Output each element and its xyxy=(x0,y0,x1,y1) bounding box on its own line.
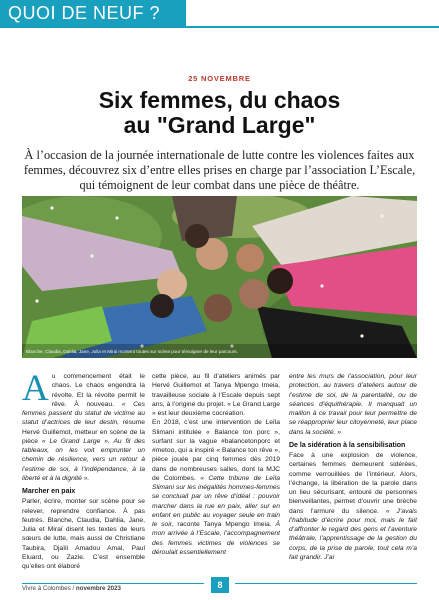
drop-cap: A xyxy=(22,368,49,409)
text-span: u commencement était le chaos. Le chaos engendra la révolte. Et la révolte permit le rêve. À nouveau. xyxy=(51,373,145,408)
article-column-3 xyxy=(289,372,417,562)
subheading-sideration: De la sidération à la sensibilisation xyxy=(289,441,406,449)
section-banner-rule xyxy=(186,26,439,28)
text-span: En 2018, c’est une intervention de Leïla Slimani intitulée « Balance ton porc », surfant sur la vague #balancetonporc et #metoo, qui a inspiré « Balance ton rêve », pièce jouée par cinq femmes dès 2019 dans de nombreuses salles, dont la MJC de Colombes. xyxy=(152,419,280,482)
column-3-paragraph-2 xyxy=(289,451,417,562)
article-column-1 xyxy=(22,368,145,571)
column-1-paragraph-1 xyxy=(22,368,145,483)
page-number: 8 xyxy=(211,577,229,593)
issue-date: novembre 2023 xyxy=(75,585,121,592)
photo-caption: Blanche, Claudia, Dahlia, Jane, Julia et Mirai montent toutes sur scène pour témoigner de leur parcours. xyxy=(26,349,238,354)
column-3-paragraph-1: entre les murs de l’association, pour leur protection, au travers d’ateliers autour de l’estime de soi, de la parentalité, ou de séances d’équithérapie. Il manquait un maillon à ce travail pour leur permettre de se réapproprier leur citoyenneté, leur place dans la société. » xyxy=(289,373,417,436)
footer-separator: / xyxy=(70,585,76,592)
magazine-name: Vivre à Colombes xyxy=(22,585,71,592)
page-footer xyxy=(0,577,439,600)
text-span: raconte Tanya Mpengo Imeia. xyxy=(173,521,276,528)
column-2-paragraph-2 xyxy=(152,418,280,557)
quote-span: « Ces femmes passent du statut de victime au statut d’actrices de leur destin, xyxy=(22,400,145,427)
text-span: Face à une explosion de violence, certaines femmes demeurent sidérées, comme verrouillées de l’intérieur. Alors, l’échange, la libération de la parole dans un lieu sécurisant, entouré de personnes bienveillantes, permet d’ouvrir une brèche dans l’armure du silence. xyxy=(289,452,417,515)
quote-span: « Cette tribune de Leïla Slimani sur les inégalités hommes-femmes se concluait par un rêve d’idéal : pouvoir marcher dans la rue en paix, aller sur en enfant en public au voyager seule en train le soir, xyxy=(152,474,280,528)
subheading-marcher-en-paix: Marcher en paix xyxy=(22,488,76,495)
article-title-line-2: au "Grand Large" xyxy=(123,112,316,138)
quote-span: « J’avais l’habitude d’écrire pour moi, mais le fait d’affronter le regard des gens et l’aventure théâtrale, l’apprentissage de la gestion du corps, de la prise de parole, tout cela m’a fait grandir. J’ai xyxy=(289,507,417,561)
quote-span: À mon arrivée à l’Escale, l’accompagnement des femmes victimes de violences se déroulait essentiellement xyxy=(152,521,281,556)
article-title-line-1: Six femmes, du chaos xyxy=(98,87,341,113)
section-title: QUOI DE NEUF ? xyxy=(8,3,161,23)
footer-rule-left xyxy=(22,583,204,584)
footer-rule-right xyxy=(235,583,417,584)
photo-illustration xyxy=(22,196,417,358)
article-intro: À l’occasion de la journée internationale de lutte contre les violences faites aux femmes, découvrez six d’entre elles prises en charge par l’association L’Escale, qui témoignent de leur combat dans une pièce de théâtre. xyxy=(23,148,416,192)
quote-span: Au fil des tableaux, on les voit emprunter un chemin de résilience, vers un retour à l’estime de soi, à l’indépendance, à la liberté et à la dignité ». xyxy=(22,437,145,482)
article-date: 25 NOVEMBRE xyxy=(188,74,251,83)
section-banner xyxy=(0,0,439,28)
article-column-2 xyxy=(152,372,280,557)
column-2-paragraph-1: cette pièce, au fil d’ateliers animés par Hervé Guillemot et Tanya Mpengo Imeia, travailleuse sociale à l’Escale depuis sept ans, à l’origine du projet. « Le Grand Large » est leur deuxième cocréation. xyxy=(152,373,280,417)
footer-publication xyxy=(22,585,121,592)
article-title xyxy=(20,88,419,138)
quote-span: « Le Grand Large ». xyxy=(41,437,110,445)
article-photo xyxy=(22,196,417,358)
text-span: résume Hervé Guillemot, metteur en scène de la pièce xyxy=(22,419,145,445)
column-1-paragraph-2: Parler, écrire, monter sur scène pour se relever, reprendre confiance. À pas feutrés. Blanche, Claudia, Dahlia, Jane, Julia et Miraï disent les textes de leurs sœurs de lutte, mais aussi de Christiane Taubira, Djaïli Amadou Amal, Paul Eluard, ou Zazie. C’est ensemble qu’elles ont élaboré xyxy=(22,498,145,570)
